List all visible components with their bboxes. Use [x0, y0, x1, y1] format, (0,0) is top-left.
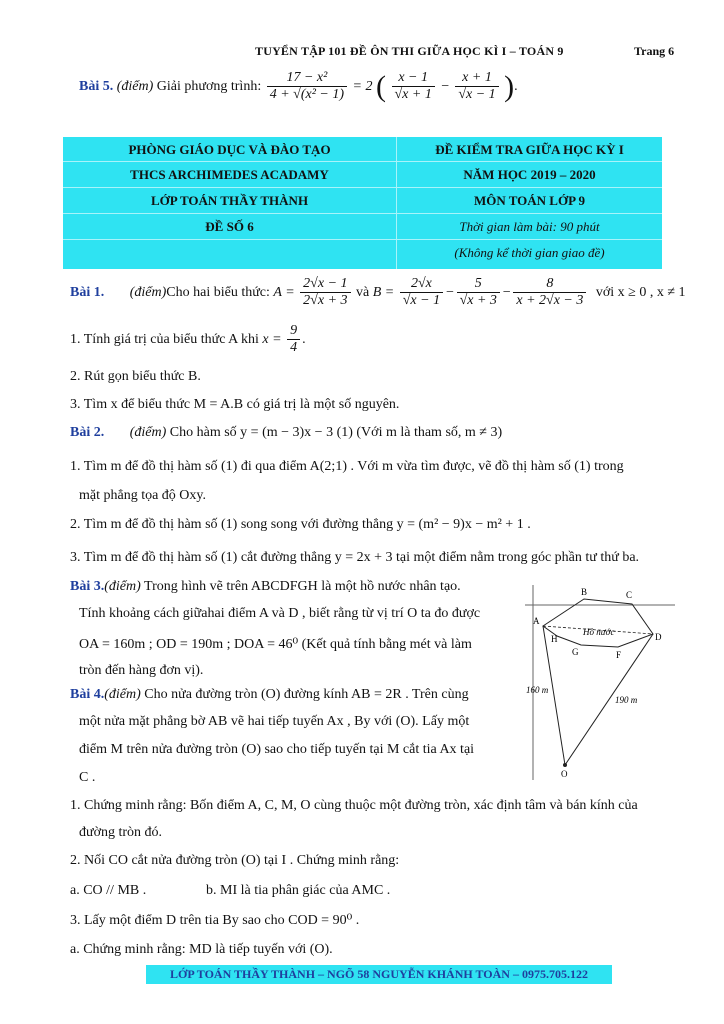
table-right-2: NĂM HỌC 2019 – 2020	[463, 167, 596, 182]
fig-label-O: O	[561, 769, 568, 779]
table-left-3: LỚP TOÁN THẦY THÀNH	[150, 193, 309, 208]
bai5-label: Bài 5.	[79, 79, 114, 94]
bai1-label: Bài 1.	[70, 285, 105, 300]
table-right-4: Thời gian làm bài: 90 phút	[459, 219, 600, 234]
table-left-1: PHÒNG GIÁO DỤC VÀ ĐÀO TẠO	[128, 142, 331, 157]
fig-label-D: D	[655, 632, 662, 642]
bai2-q1b: mặt phẳng tọa độ Oxy.	[79, 488, 207, 503]
bai4-line2: một nửa mặt phẳng bờ AB vẽ hai tiếp tuyến Ax , By với (O). Lấy một	[79, 714, 470, 729]
bai5-lhs-fraction: $\frac{\text{17 − x²}}{\text{4 + √(x² − 1)}}$	[267, 70, 347, 103]
table-right-5: (Không kể thời gian giao đề)	[454, 245, 605, 260]
bai1-A-fraction: $\frac{2√x - 1}{2√x + 3}$	[300, 276, 350, 309]
bai2-q2: 2. Tìm m để đồ thị hàm số (1) song song với đường thẳng y = (m² − 9)x − m² + 1 .	[70, 517, 531, 532]
bai4-q2a: a. CO // MB .	[70, 883, 147, 898]
bai4-q2: 2. Nối CO cắt nửa đường tròn (O) tại I . Chứng minh rằng:	[70, 853, 400, 868]
bai4-q3a: a. Chứng minh rằng: MD là tiếp tuyến với (O).	[70, 942, 333, 957]
bai4-q2b: b. MI là tia phân giác của AMC .	[206, 883, 391, 898]
bai3-line1: Bài 3.(điểm) Trong hình vẽ trên ABCDFGH là một hồ nước nhân tạo.	[70, 579, 461, 594]
bai5-text: Giải phương trình:	[156, 79, 262, 94]
bai4-line3: điểm M trên nửa đường tròn (O) sao cho tiếp tuyến tại M cắt tia Ax tại	[79, 742, 475, 757]
bai5-frac1: $\frac{x - 1}{√x + 1}$	[392, 70, 435, 103]
bai1-text: Cho hai biểu thức:	[166, 285, 270, 300]
fig-OA-length: 160 m	[526, 685, 549, 695]
bai2-q1a: 1. Tìm m để đồ thị hàm số (1) đi qua điểm A(2;1) . Với m vừa tìm được, vẽ đồ thị hàm số (1) trong	[70, 459, 624, 474]
fig-lake-label: Hồ nước	[583, 627, 615, 637]
bai4-line4: C .	[79, 770, 96, 785]
fig-label-H: H	[551, 634, 558, 644]
table-left-2: THCS ARCHIMEDES ACADAMY	[130, 167, 329, 182]
bai4-line1: Bài 4.(điểm) Cho nửa đường tròn (O) đường kính AB = 2R . Trên cùng	[70, 687, 469, 702]
bai1-q1: 1. Tính giá trị của biểu thức A khi x = $\frac{9}{4}$ .	[70, 323, 306, 356]
fig-label-A: A	[533, 616, 540, 626]
bai3-line4: tròn đến hàng đơn vị).	[79, 663, 204, 678]
page-header-title: TUYỂN TẬP 101 ĐỀ ÔN THI GIỮA HỌC KÌ I – TOÁN 9	[255, 44, 564, 58]
table-right-3: MÔN TOÁN LỚP 9	[473, 193, 586, 208]
bai1-condition: với x ≥ 0 , x ≠ 1	[595, 285, 686, 300]
exam-info-table	[63, 137, 662, 269]
bai3-line2: Tính khoảng cách giữahai điểm A và D , biết rằng từ vị trí O ta đo được	[79, 606, 481, 621]
bai5-frac2: $\frac{x + 1}{√x - 1}$	[455, 70, 498, 103]
table-left-4: ĐỀ SỐ 6	[205, 219, 254, 234]
fig-label-B: B	[581, 587, 588, 597]
page-footer: LỚP TOÁN THẦY THÀNH – NGÕ 58 NGUYỄN KHÁNH TOÀN – 0975.705.122	[146, 965, 612, 984]
fig-label-G: G	[572, 647, 579, 657]
page-number: Trang 6	[634, 44, 675, 58]
lake-figure	[525, 585, 675, 785]
bai3-line3: OA = 160m ; OD = 190m ; DOA = 46⁰ (Kết quả tính bằng mét và làm	[79, 637, 472, 652]
bai1-score: (điểm)	[129, 285, 167, 300]
bai5-line: Bài 5. (điểm) Giải phương trình: $\frac{\text{17 − x²}}{\text{4 + √(x² − 1)}}$ = 2 ( $\frac{x - 1}{√x + 1}$ − $\frac{x + 1}{√x - 1}$ ).	[79, 69, 518, 103]
table-right-1: ĐỀ KIỂM TRA GIỮA HỌC KỲ I	[435, 142, 624, 157]
bai4-q3: 3. Lấy một điểm D trên tia By sao cho COD = 90⁰ .	[70, 913, 360, 928]
fig-label-F: F	[616, 650, 622, 660]
bai5-eq: = 2	[352, 79, 373, 94]
bai1-q2: 2. Rút gọn biểu thức B.	[70, 369, 201, 384]
fig-label-C: C	[626, 590, 633, 600]
bai2-q3: 3. Tìm m để đồ thị hàm số (1) cắt đường thẳng y = 2x + 3 tại một điểm nằm trong góc phần tư thứ ba.	[70, 550, 640, 565]
bai1-q3: 3. Tìm x để biểu thức M = A.B có giá trị là một số nguyên.	[70, 397, 400, 412]
bai4-q1a: 1. Chứng minh rằng: Bốn điểm A, C, M, O cùng thuộc một đường tròn, xác định tâm và bán kính của	[70, 798, 638, 813]
bai1-line: Bài 1. (điểm)Cho hai biểu thức: A = $\frac{2√x - 1}{2√x + 3}$ và B = $\frac{2√x}{√x - 1}$ − $\frac{5}{√x + 3}$ − $\frac{8}{x + 2√x - 3}$ với x ≥ 0 , x ≠ 1	[70, 276, 686, 309]
bai4-q1b: đường tròn đó.	[79, 825, 163, 840]
fig-OD-length: 190 m	[615, 695, 638, 705]
bai5-score: (điểm)	[116, 79, 154, 94]
bai2-line: Bài 2. (điểm) Cho hàm số y = (m − 3)x − 3 (1) (Với m là tham số, m ≠ 3)	[70, 425, 503, 440]
